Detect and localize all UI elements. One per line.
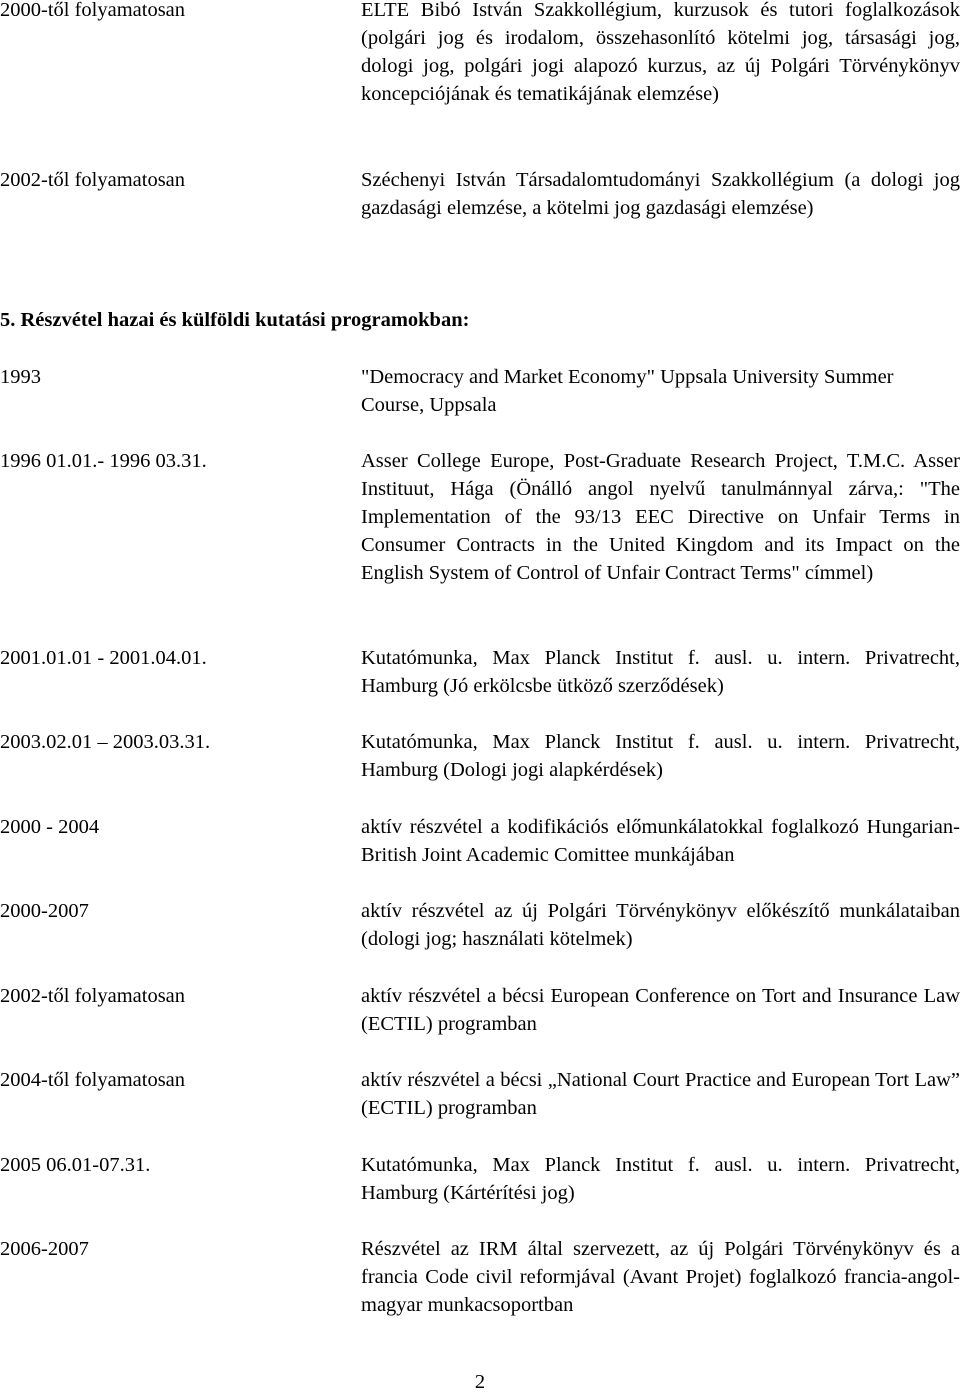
entry-description: ELTE Bibó István Szakkollégium, kurzusok és tutori foglalkozások (polgári jog és irodalom, összehasonlító kötelmi jog, társasági jog, dologi jog, polgári jogi alapozó kurzus, az új Polgári Törvénykönyv koncepciójának és tematikájának elemzése) [361, 0, 960, 105]
entry-description: Kutatómunka, Max Planck Institut f. ausl. u. intern. Privatrecht, Hamburg (Jó erkölcsbe ütköző szerződések) [361, 647, 960, 697]
section-heading: 5. Részvétel hazai és külföldi kutatási programokban: [0, 309, 470, 331]
entry-date: 1996 01.01.- 1996 03.31. [0, 450, 207, 472]
entry-date: 2002-től folyamatosan [0, 169, 186, 191]
entry-date: 2005 06.01-07.31. [0, 1154, 151, 1176]
entry-description: Részvétel az IRM által szervezett, az új Polgári Törvénykönyv és a francia Code civil reformjával (Avant Projet) foglalkozó francia-angol-magyar munkacsoportban [361, 1238, 960, 1316]
entry-description: Asser College Europe, Post-Graduate Research Project, T.M.C. Asser Instituut, Hága (Önálló angol nyelvű tanulmánnyal zárva,: "The Implementation of the 93/13 EEC Directive on Unfair Terms in Consumer Contracts in the United Kingdom and its Impact on the English System of Control of Unfair Contract Terms" címmel) [361, 450, 960, 584]
entry-date: 2002-től folyamatosan [0, 985, 186, 1007]
entry-description: aktív részvétel a bécsi European Conference on Tort and Insurance Law (ECTIL) programban [361, 985, 960, 1035]
entry-date: 1993 [0, 366, 41, 388]
entry-date: 2006-2007 [0, 1238, 89, 1260]
entry-date: 2003.02.01 – 2003.03.31. [0, 731, 211, 753]
entry-date: 2000-től folyamatosan [0, 0, 186, 21]
entry-description: Kutatómunka, Max Planck Institut f. ausl. u. intern. Privatrecht, Hamburg (Kártérítési jog) [361, 1154, 960, 1204]
entry-description: Széchenyi István Társadalomtudományi Szakkollégium (a dologi jog gazdasági elemzése, a kötelmi jog gazdasági elemzése) [361, 169, 960, 219]
entry-date: 2000-2007 [0, 900, 89, 922]
entry-description: "Democracy and Market Economy" Uppsala University Summer Course, Uppsala [361, 366, 894, 416]
entry-description: aktív részvétel a kodifikációs előmunkálatokkal foglalkozó Hungarian-British Joint Academic Comittee munkájában [361, 816, 960, 866]
page-number: 2 [474, 1371, 486, 1393]
entry-description: Kutatómunka, Max Planck Institut f. ausl. u. intern. Privatrecht, Hamburg (Dologi jogi alapkérdések) [361, 731, 960, 781]
entry-description: aktív részvétel a bécsi „National Court Practice and European Tort Law” (ECTIL) programban [361, 1069, 960, 1119]
entry-description: aktív részvétel az új Polgári Törvénykönyv előkészítő munkálataiban (dologi jog; használati kötelmek) [361, 900, 960, 950]
entry-date: 2004-től folyamatosan [0, 1069, 186, 1091]
entry-date: 2000 - 2004 [0, 816, 100, 838]
entry-date: 2001.01.01 - 2001.04.01. [0, 647, 207, 669]
